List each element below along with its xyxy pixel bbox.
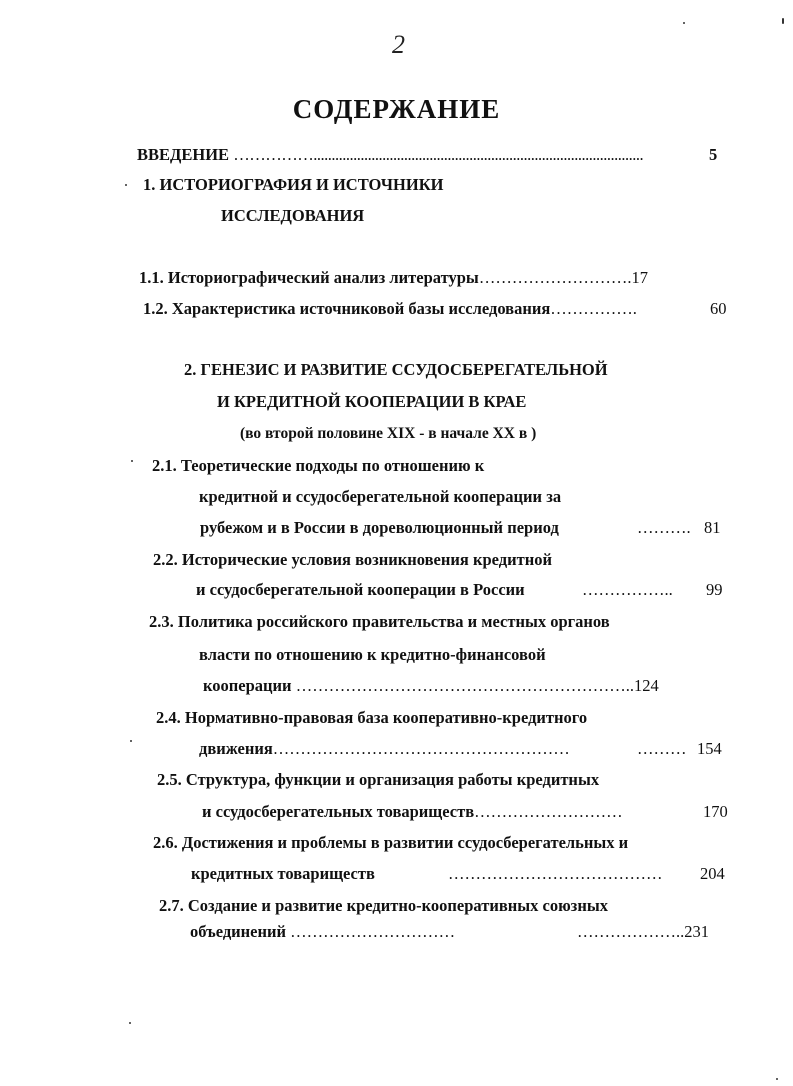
toc-section-1-2 bbox=[143, 299, 637, 319]
toc-section-2-4-leader-2: ……… bbox=[637, 739, 687, 758]
toc-section-2-1-leader: ………. bbox=[637, 518, 691, 537]
toc-section-2-4-label: движения bbox=[199, 739, 273, 758]
scan-speck bbox=[125, 184, 127, 186]
toc-section-2-4-line2 bbox=[199, 739, 570, 759]
toc-section-2-5-line1: 2.5. Структура, функции и организация работы кредитных bbox=[157, 770, 600, 789]
toc-section-2-3-page: 124 bbox=[633, 676, 659, 695]
toc-section-1-1-label: 1.1. Историографический анализ литературы bbox=[139, 268, 479, 287]
toc-section-2-1-line1: 2.1. Теоретические подходы по отношению к bbox=[152, 456, 485, 475]
toc-section-2-3-line3 bbox=[203, 676, 659, 696]
toc-chapter1-line2: ИССЛЕДОВАНИЯ bbox=[221, 206, 365, 225]
toc-section-2-2-line1: 2.2. Исторические условия возникновения кредитной bbox=[153, 550, 552, 569]
toc-section-2-3-line1: 2.3. Политика российского правительства и местных органов bbox=[149, 612, 610, 631]
scan-speck bbox=[683, 22, 685, 24]
toc-section-2-3-leader: …………………………………………………….. bbox=[295, 676, 634, 695]
toc-section-2-5-page: 170 bbox=[703, 802, 728, 821]
scan-speck bbox=[130, 740, 132, 742]
toc-section-2-1-line3: рубежом и в России в дореволюционный период bbox=[200, 518, 559, 537]
toc-section-1-1-page: 17 bbox=[631, 268, 648, 287]
toc-section-1-2-page: 60 bbox=[710, 299, 727, 318]
toc-section-1-1-leader: ………………………. bbox=[478, 268, 632, 287]
toc-section-2-7-page: 231 bbox=[684, 922, 709, 941]
toc-section-2-6-page: 204 bbox=[700, 864, 725, 883]
toc-section-2-1-line2: кредитной и ссудосберегательной кооперации за bbox=[199, 487, 562, 506]
toc-section-2-6-line1: 2.6. Достижения и проблемы в развитии ссудосберегательных и bbox=[153, 833, 629, 852]
toc-section-2-4-leader: ……………………………………………… bbox=[272, 739, 570, 758]
toc-chapter2-line3: (во второй половине XIX - в начале XX в ) bbox=[240, 425, 537, 442]
toc-section-2-1-page: 81 bbox=[704, 518, 721, 537]
toc-section-2-2-line2: и ссудосберегательной кооперации в России bbox=[196, 580, 525, 599]
scan-speck bbox=[129, 1022, 131, 1024]
toc-section-2-5-line2 bbox=[202, 802, 623, 822]
toc-section-2-4-line1: 2.4. Нормативно-правовая база кооперативно-кредитного bbox=[156, 708, 588, 727]
toc-section-2-7-leader: ………………………… bbox=[290, 922, 456, 941]
toc-chapter2-line1: 2. ГЕНЕЗИС И РАЗВИТИЕ ССУДОСБЕРЕГАТЕЛЬНОЙ bbox=[184, 360, 608, 379]
page-title: СОДЕРЖАНИЕ bbox=[292, 94, 501, 124]
toc-section-2-5-leader: ……………………… bbox=[474, 802, 623, 821]
toc-section-2-2-page: 99 bbox=[706, 580, 723, 599]
toc-section-2-4-page: 154 bbox=[697, 739, 722, 758]
scan-speck bbox=[776, 1078, 778, 1080]
toc-intro-label: ВВЕДЕНИЕ bbox=[137, 145, 230, 164]
page-number: 2 bbox=[392, 30, 405, 59]
toc-section-1-1 bbox=[139, 268, 648, 288]
toc-section-2-3-line2: власти по отношению к кредитно-финансовой bbox=[199, 645, 546, 664]
toc-chapter1-line1: 1. ИСТОРИОГРАФИЯ И ИСТОЧНИКИ bbox=[143, 175, 444, 194]
toc-section-2-3-label: кооперации bbox=[203, 676, 292, 695]
toc-section-2-7-line1: 2.7. Создание и развитие кредитно-кооперативных союзных bbox=[159, 896, 608, 915]
toc-section-1-2-label: 1.2. Характеристика источниковой базы исследования bbox=[143, 299, 551, 318]
toc-chapter2-line2: И КРЕДИТНОЙ КООПЕРАЦИИ В КРАЕ bbox=[217, 392, 527, 411]
toc-intro-page: 5 bbox=[709, 145, 718, 164]
toc-section-2-6-leader: ………………………………… bbox=[448, 864, 663, 883]
toc-section-2-7-label: объединений bbox=[190, 922, 287, 941]
toc-intro bbox=[137, 145, 643, 165]
toc-intro-leader: ……………........................................................................................... bbox=[233, 145, 644, 164]
toc-section-1-2-leader: ……………. bbox=[550, 299, 637, 318]
scan-speck bbox=[782, 18, 784, 24]
scan-speck bbox=[131, 460, 133, 462]
toc-section-2-7-leader-2 bbox=[577, 922, 709, 942]
toc-section-2-7-line2 bbox=[190, 922, 455, 942]
toc-section-2-2-leader: …………….. bbox=[582, 580, 673, 599]
toc-section-2-5-label: и ссудосберегательных товариществ bbox=[202, 802, 475, 821]
toc-section-2-6-line2: кредитных товариществ bbox=[191, 864, 375, 883]
toc-section-2-7-leader-2-dots: ……………….. bbox=[577, 922, 685, 941]
